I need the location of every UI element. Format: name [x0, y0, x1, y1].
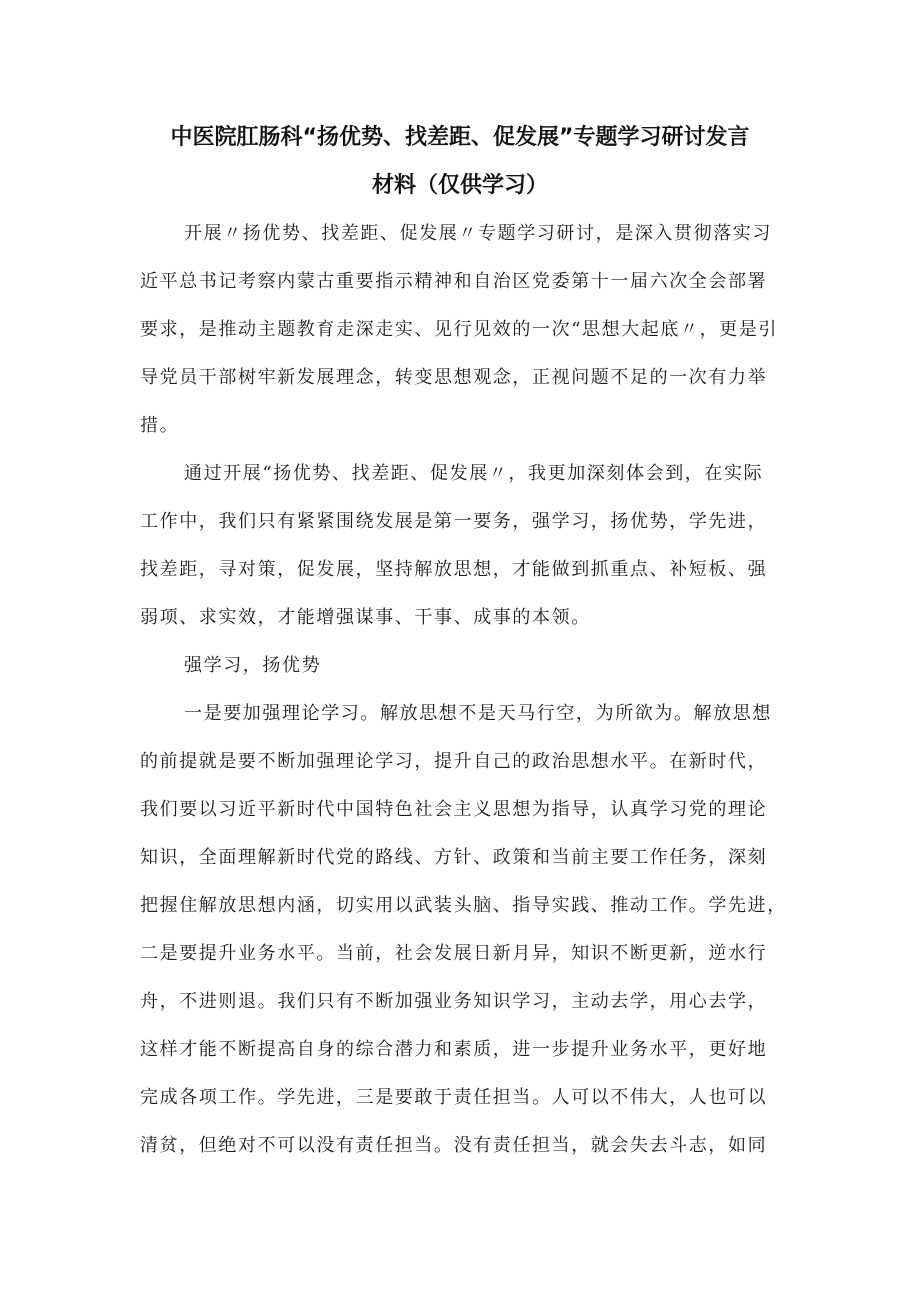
- paragraph-line: 近平总书记考察内蒙古重要指示精神和自治区党委第十一届六次全会部署: [140, 271, 768, 292]
- paragraph-line: 找差距，寻对策，促发展，坚持解放思想，才能做到抓重点、补短板、强: [140, 559, 768, 580]
- paragraph-line: 二是要提升业务水平。当前，社会发展日新月异，知识不断更新，逆水行: [140, 943, 768, 964]
- paragraph-line: 一是要加强理论学习。解放思想不是天马行空，为所欲为。解放思想: [184, 703, 772, 724]
- paragraph-line: 这样才能不断提高自身的综合潜力和素质，进一步提升业务水平，更好地: [140, 1039, 768, 1060]
- paragraph-line: 清贫，但绝对不可以没有责任担当。没有责任担当，就会失去斗志，如同: [140, 1135, 768, 1156]
- paragraph-line: 弱项、求实效，才能增强谋事、干事、成事的本领。: [140, 607, 591, 628]
- paragraph-line: 把握住解放思想内涵，切实用以武装头脑、指导实践、推动工作。学先进，: [140, 895, 787, 916]
- paragraph-line: 知识，全面理解新时代党的路线、方针、政策和当前主要工作任务，深刻: [140, 847, 768, 868]
- section-heading-text: 强学习，扬优势: [184, 655, 322, 676]
- paragraph-line: 完成各项工作。学先进，三是要敢于责任担当。人可以不伟大，人也可以: [140, 1087, 768, 1108]
- paragraph-line: 要求，是推动主题教育走深走实、见行见效的一次“思想大起底〃，更是引: [140, 319, 778, 340]
- paragraph-line: 的前提就是要不断加强理论学习，提升自己的政治思想水平。在新时代，: [140, 751, 768, 772]
- paragraph-1: [140, 210, 790, 450]
- paragraph-2: [140, 450, 790, 642]
- paragraph-line: 工作中，我们只有紧紧围绕发展是第一要务，强学习，扬优势，学先进，: [140, 511, 768, 532]
- section-heading: [140, 642, 790, 690]
- paragraph-line: 通过开展“扬优势、找差距、促发展〃，我更加深刻体会到，在实际: [184, 463, 764, 484]
- paragraph-3: [140, 690, 790, 1170]
- paragraph-line: 导党员干部树牢新发展理念，转变思想观念，正视问题不足的一次有力举: [140, 367, 768, 388]
- paragraph-line: 舟，不进则退。我们只有不断加强业务知识学习，主动去学，用心去学，: [140, 991, 768, 1012]
- document-title-line-1: 中医院肛肠科“扬优势、找差距、促发展”专题学习研讨发言: [170, 125, 750, 150]
- paragraph-line: 措。: [140, 415, 180, 436]
- paragraph-line: 我们要以习近平新时代中国特色社会主义思想为指导，认真学习党的理论: [140, 799, 768, 820]
- paragraph-line: 开展〃扬优势、找差距、促发展〃专题学习研讨，是深入贯彻落实习: [184, 223, 772, 244]
- document-title-line-2: 材料（仅供学习）: [371, 173, 548, 198]
